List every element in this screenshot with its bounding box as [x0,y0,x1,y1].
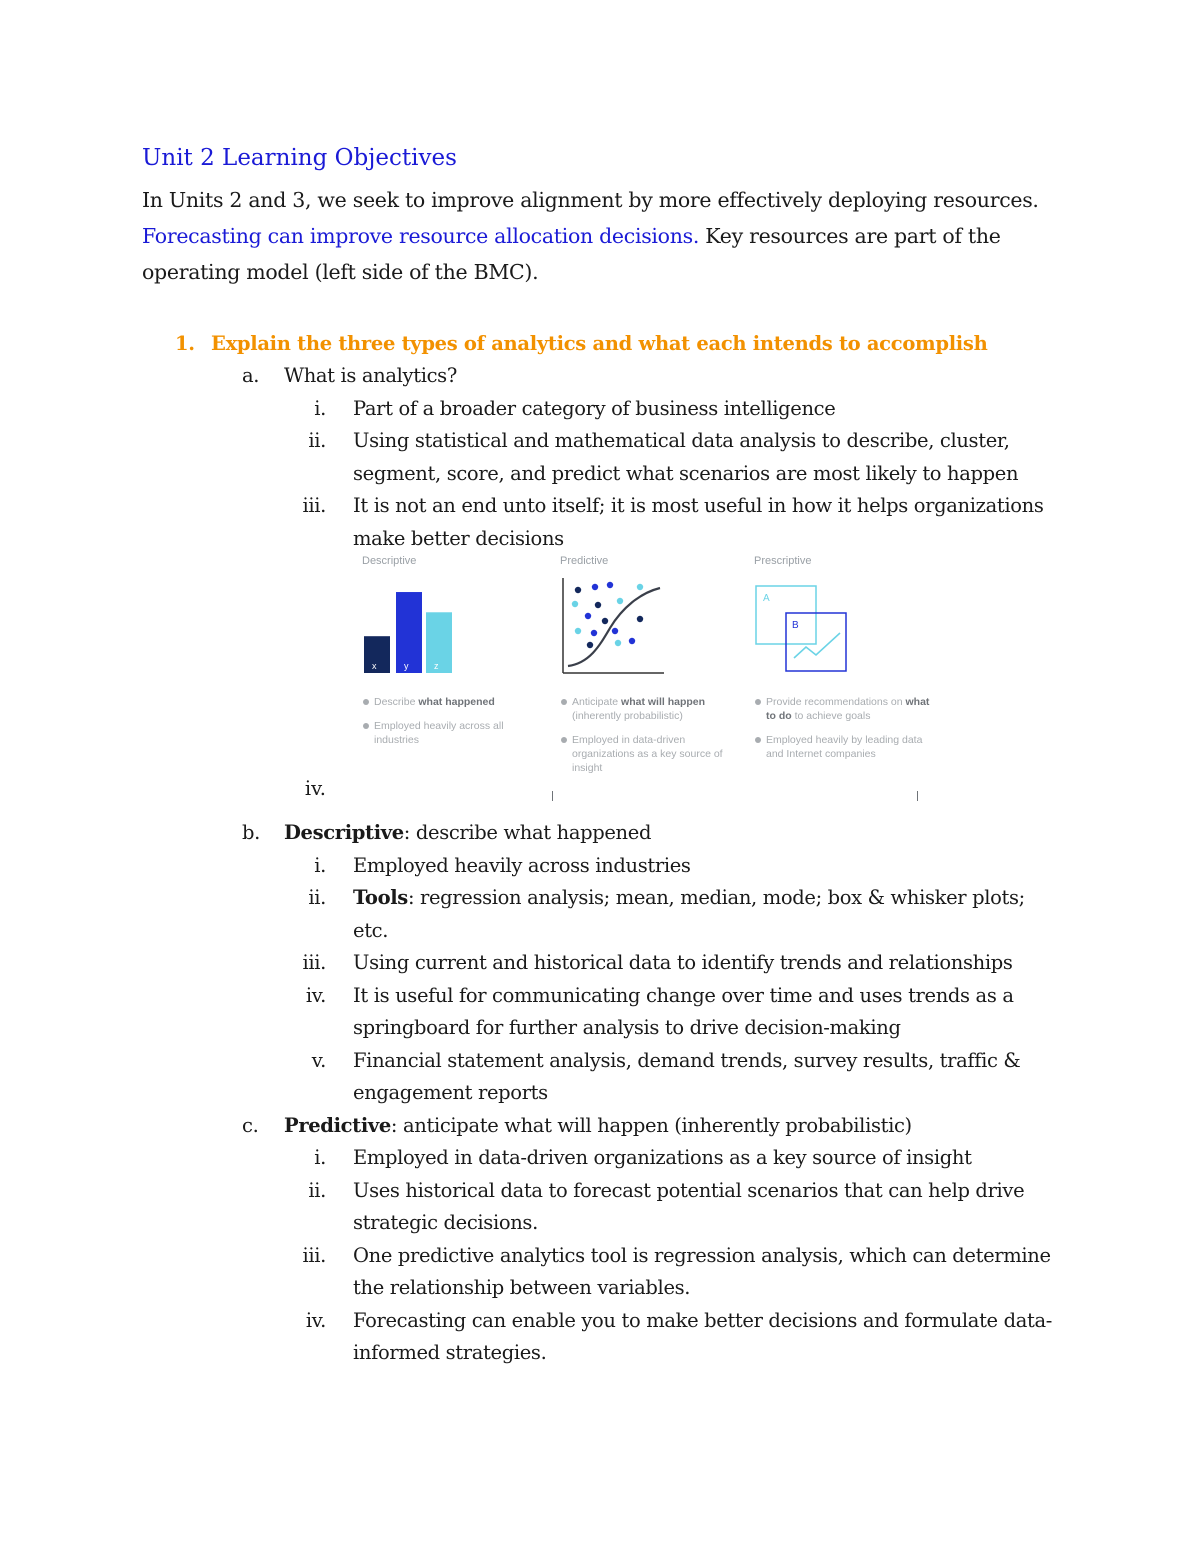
list-marker: iv. [305,983,326,1007]
predictive-bullet [560,733,740,775]
objective-heading [142,328,1062,360]
list-marker: ii. [308,886,326,909]
section-c-text: : anticipate what will happen (inherently probabilistic) [390,1113,912,1137]
list-marker: iv. [304,777,326,800]
list-item [142,980,1062,1045]
list-item-text: Forecasting can enable you to make better decisions and formulate data-informed strategies. [353,1308,1053,1364]
analytics-figure-item [142,555,1062,817]
list-marker: iv. [305,1308,326,1332]
scatter-dot [585,613,591,619]
scatter-dot [575,628,581,634]
bar-y [396,592,422,673]
list-item [142,1175,1062,1240]
bullet-text: Provide recommendations on [766,696,906,708]
descriptive-bullet [362,719,542,747]
list-marker: iii. [302,951,326,974]
prescriptive-heading: Prescriptive [754,555,812,567]
box-b-label: B [792,620,799,631]
list-marker: b. [242,821,260,844]
predictive-bullet [560,695,740,723]
scatter-dot [602,618,608,624]
list-marker: iii. [302,494,326,517]
list-item-bold: Tools [353,886,408,909]
section-a-heading [142,360,1062,393]
section-b-heading [142,817,1062,850]
trend-curve [568,588,660,666]
prescriptive-bullets [754,695,934,771]
objective-number: 1. [175,332,195,355]
scatter-dot [595,602,601,608]
bullet-text: Describe [374,696,419,708]
prescriptive-diagram [754,573,864,678]
descriptive-heading: Descriptive [362,555,417,567]
bar-x [364,636,390,673]
intro-highlight: Forecasting can improve resource allocation decisions. [142,224,700,248]
list-item [142,1305,1062,1370]
descriptive-bar-chart [362,573,472,678]
bullet-emphasis: what will happen [621,696,706,708]
list-item-text: Using statistical and mathematical data analysis to describe, cluster, segment, score, and predict what scenarios are most likely to happen [353,429,1019,485]
list-marker: v. [311,1048,326,1072]
section-a-text: What is analytics? [284,364,457,387]
intro-text-2: Key resources are part of the operating model (left side of the BMC). [142,224,1001,284]
list-item-text: Employed in data-driven organizations as a key source of insight [353,1146,972,1169]
list-marker: a. [242,364,260,387]
bar-z [426,612,452,673]
trend-line [794,633,840,658]
predictive-bullets [560,695,740,785]
box-a-label: A [763,593,770,604]
objective-text: Explain the three types of analytics and what each intends to accomplish [211,332,988,355]
figure-divider-tick [552,791,553,801]
bullet-text: (inherently probabilistic) [572,710,683,722]
predictive-heading: Predictive [560,555,609,567]
scatter-dot [637,584,643,590]
scatter-dot [592,584,598,590]
bar-label-z: z [434,661,439,671]
prescriptive-bullet [754,733,934,761]
descriptive-column [362,555,542,746]
bar-label-y: y [404,661,409,671]
scatter-dot [587,642,593,648]
scatter-dot [572,601,578,607]
scatter-dot [575,587,581,593]
list-marker: c. [242,1113,259,1137]
scatter-dot [637,616,643,622]
analytics-types-figure [362,555,942,805]
section-c-heading [142,1110,1062,1143]
section-c-label: Predictive [284,1113,391,1137]
list-marker: i. [314,1146,326,1169]
list-marker: i. [314,396,326,420]
list-item-text: Part of a broader category of business intelligence [353,396,836,420]
section-b-label: Descriptive [284,821,404,844]
intro-paragraph [142,182,1062,290]
list-item-text: Employed heavily across industries [353,853,691,877]
list-item [142,882,1062,947]
list-item-text: Uses historical data to forecast potential scenarios that can help drive strategic decisions. [353,1178,1025,1234]
bullet-emphasis: what happened [418,696,495,708]
list-item [142,425,1062,490]
bullet-text: Employed heavily by leading data and Internet companies [766,734,923,760]
bullet-emphasis: what to do [766,696,930,722]
scatter-dots [572,582,643,648]
scatter-dot [591,630,597,636]
list-item [142,1142,1062,1175]
bullet-text: Employed heavily across all industries [374,720,504,746]
list-item-text: Financial statement analysis, demand trends, survey results, traffic & engagement reports [353,1048,1021,1104]
descriptive-bullet [362,695,542,709]
list-item-text: : regression analysis; mean, median, mode; box & whisker plots; etc. [353,886,1025,942]
page-title: Unit 2 Learning Objectives [142,145,457,171]
figure-divider-tick [917,791,918,801]
list-item [142,1240,1062,1305]
scatter-dot [607,582,613,588]
prescriptive-column [754,555,934,760]
list-item [142,393,1062,426]
list-item [142,850,1062,883]
list-item-text: One predictive analytics tool is regression analysis, which can determine the relationship between variables. [353,1243,1051,1299]
predictive-scatter-chart [560,573,670,678]
list-item [142,1045,1062,1110]
scatter-dot [617,598,623,604]
list-marker: iii. [302,1243,326,1267]
list-item-text: It is not an end unto itself; it is most useful in how it helps organizations make better decisions [353,494,1044,550]
scatter-dot [615,640,621,646]
prescriptive-bullet [754,695,934,723]
scatter-dot [612,628,618,634]
descriptive-bullets [362,695,542,757]
list-marker: ii. [308,1178,326,1202]
bar-label-x: x [372,661,377,671]
scatter-dot [629,638,635,644]
list-marker: ii. [308,429,326,452]
bullet-text: to achieve goals [791,710,871,722]
list-item-text: It is useful for communicating change over time and uses trends as a springboard for further analysis to drive decision-making [353,983,1014,1039]
section-b-text: : describe what happened [403,821,652,844]
bullet-text: Employed in data-driven organizations as a key source of insight [572,734,723,774]
predictive-column [560,555,740,774]
list-item [142,490,1062,555]
list-item-text: Using current and historical data to identify trends and relationships [353,951,1013,974]
document-page [142,140,1062,1370]
list-marker: i. [314,853,326,877]
intro-text-1: In Units 2 and 3, we seek to improve alignment by more effectively deploying resources. [142,188,1039,212]
bullet-text: Anticipate [572,696,622,708]
list-item [142,947,1062,980]
